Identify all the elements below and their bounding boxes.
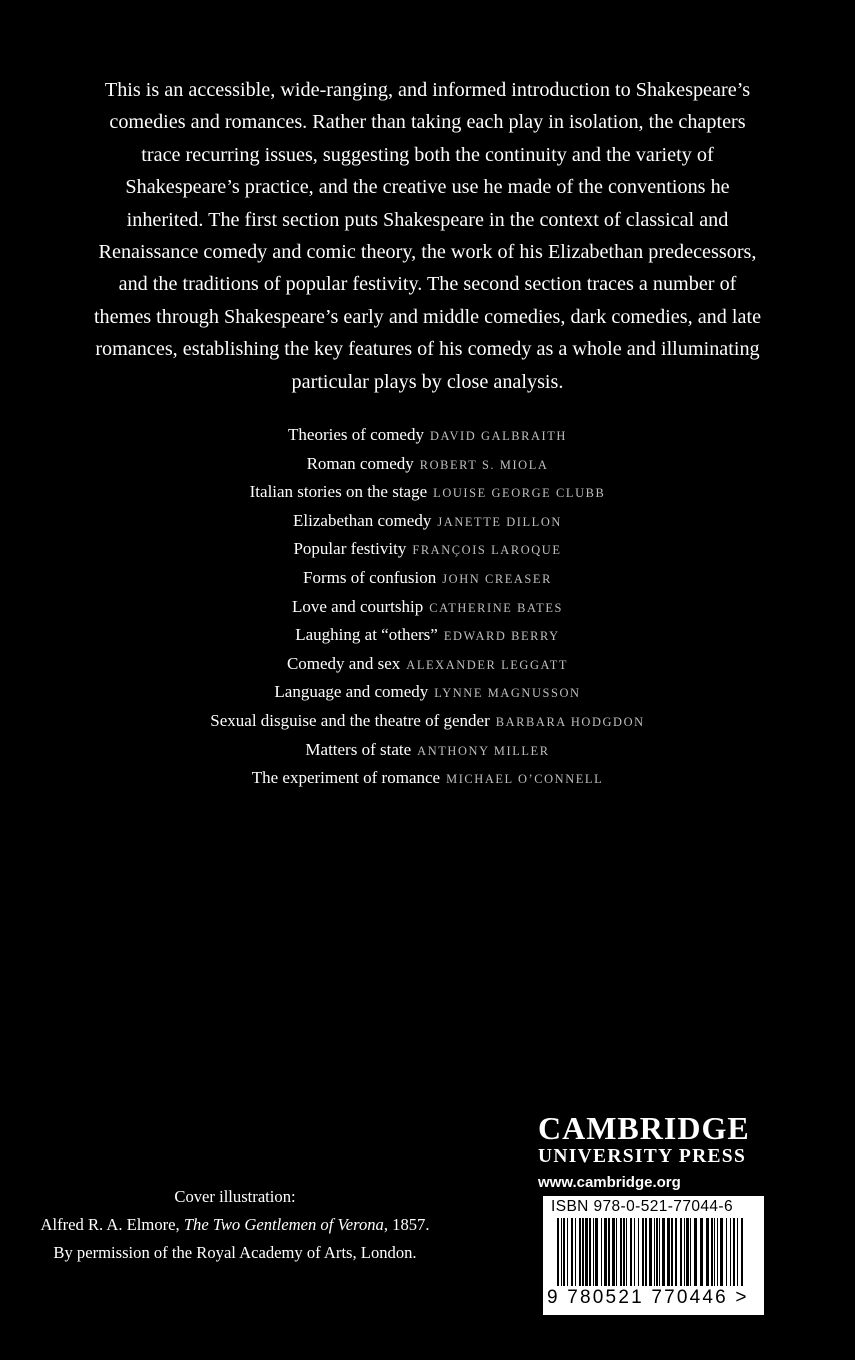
chapter-title: Theories of comedy <box>288 425 424 444</box>
contents-item <box>0 621 855 650</box>
chapter-title: Roman comedy <box>306 453 414 473</box>
chapter-author: FRANÇOIS LAROQUE <box>412 543 562 558</box>
barcode-digits: 9 780521 770446 > <box>547 1287 749 1308</box>
contents-item <box>0 564 855 593</box>
contents-item <box>0 507 855 536</box>
contents-item <box>0 450 855 479</box>
contents-item <box>0 764 855 793</box>
chapter-title: Italian stories on the stage <box>249 482 428 502</box>
credit-year: , 1857. <box>383 1215 430 1235</box>
chapter-title: Forms of confusion <box>303 567 437 587</box>
publisher-url: www.cambridge.org <box>538 1174 681 1191</box>
publisher-logo <box>538 1110 768 1195</box>
contents-item <box>0 421 855 450</box>
publisher-subtitle: UNIVERSITY PRESS <box>538 1146 747 1167</box>
credit-artist: Alfred R. A. Elmore, <box>40 1215 180 1235</box>
chapter-title: Sexual disguise and the theatre of gender <box>210 710 490 730</box>
chapter-author: MICHAEL O’CONNELL <box>446 772 604 787</box>
chapter-author: BARBARA HODGDON <box>495 714 645 729</box>
chapter-author: DAVID GALBRAITH <box>429 429 567 443</box>
isbn-label: ISBN 978-0-521-77044-6 <box>551 1198 733 1215</box>
chapter-title: Comedy and sex <box>286 653 401 673</box>
isbn-barcode <box>543 1196 764 1315</box>
chapter-author: LOUISE GEORGE CLUBB <box>433 486 606 501</box>
contents-item <box>0 535 855 564</box>
chapter-author: ANTHONY MILLER <box>417 743 550 758</box>
publisher-name: CAMBRIDGE <box>538 1110 750 1146</box>
chapter-author: JANETTE DILLON <box>437 514 562 529</box>
chapter-author: ROBERT S. MIOLA <box>419 457 549 472</box>
contents-item <box>0 678 855 707</box>
credit-heading: Cover illustration: <box>174 1187 296 1206</box>
chapter-title: Popular festivity <box>293 539 407 559</box>
credit-artist-line <box>40 1211 430 1239</box>
chapter-author: JOHN CREASER <box>442 571 552 586</box>
chapter-author: CATHERINE BATES <box>429 600 564 615</box>
chapter-title: Elizabethan comedy <box>293 510 432 530</box>
chapter-author: LYNNE MAGNUSSON <box>434 686 581 701</box>
chapter-title: Language and comedy <box>274 682 429 702</box>
contents-item <box>0 707 855 736</box>
contents-item <box>0 736 855 765</box>
contents-item <box>0 478 855 507</box>
chapter-author: EDWARD BERRY <box>443 629 560 644</box>
chapter-title: Laughing at “others” <box>295 625 438 645</box>
chapter-title: Matters of state <box>305 739 412 759</box>
blurb-text: This is an accessible, wide-ranging, and informed introduction to Shakespeare’s comedies and romances. Rather than taking each play in isolation, the chapters trace recurring issues, suggesting both the continuity and the variety of Shakespeare’s practice, and the creative use he made of the conventions he inherited. The first section puts Shakespeare in the context of classical and Renaissance comedy and comic theory, the work of his Elizabethan predecessors, and the traditions of popular festivity. The second section traces a number of themes through Shakespeare’s early and middle comedies, dark comedies, and late romances, establishing the key features of his comedy as a whole and illuminating particular plays by close analysis. <box>93 79 762 393</box>
chapter-title: Love and courtship <box>291 596 424 616</box>
contents-list <box>0 421 855 793</box>
contents-item <box>0 593 855 622</box>
credit-artwork-title: The Two Gentlemen of Verona <box>183 1215 384 1235</box>
credit-permission: By permission of the Royal Academy of Arts, London. <box>53 1243 417 1263</box>
cover-credit <box>40 1183 430 1268</box>
chapter-title: The experiment of romance <box>251 768 441 788</box>
contents-item <box>0 650 855 679</box>
chapter-author: ALEXANDER LEGGATT <box>406 657 569 672</box>
